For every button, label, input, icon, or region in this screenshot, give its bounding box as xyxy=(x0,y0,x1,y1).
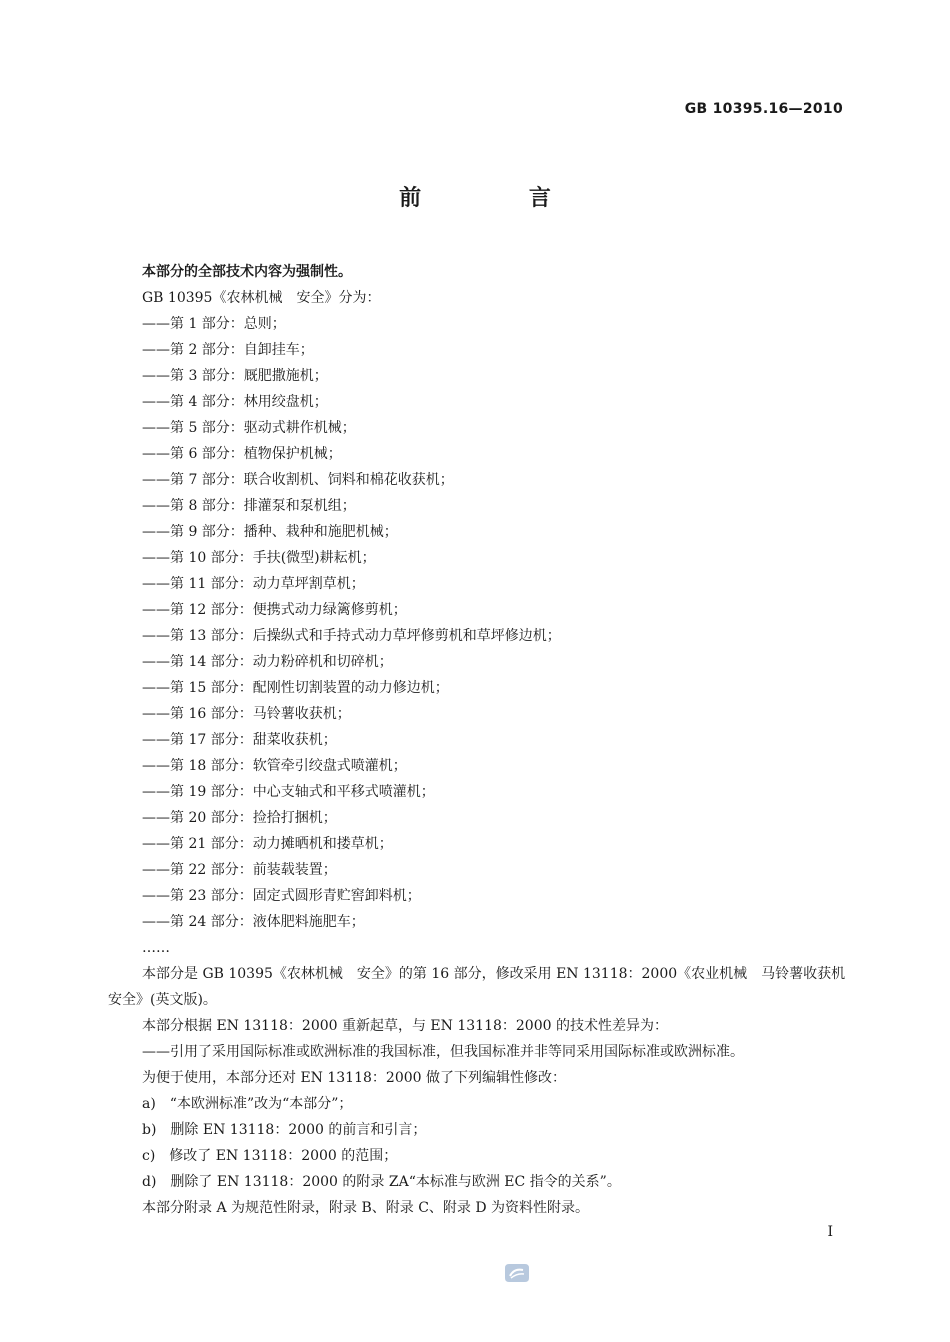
list-item: ——第 12 部分：便携式动力绿篱修剪机； xyxy=(142,602,407,618)
list-item: a) “本欧洲标准”改为“本部分”； xyxy=(142,1096,353,1112)
list-item: ——第 20 部分：捡拾打捆机； xyxy=(142,810,337,826)
list-item: ——第 16 部分：马铃薯收获机； xyxy=(142,706,351,722)
list-item: ——第 7 部分：联合收割机、饲料和棉花收获机； xyxy=(142,472,454,488)
list-item: ——第 17 部分：甜菜收获机； xyxy=(142,732,337,748)
list-item: ——第 2 部分：自卸挂车； xyxy=(142,342,314,358)
parts-list xyxy=(108,311,848,935)
list-item: ——第 4 部分：林用绞盘机； xyxy=(142,394,328,410)
editorial-changes-list xyxy=(108,1091,848,1195)
list-item: ——第 8 部分：排灌泵和泵机组； xyxy=(142,498,356,514)
list-item: ——第 14 部分：动力粉碎机和切碎机； xyxy=(142,654,393,670)
sac-logo-icon xyxy=(503,1262,531,1284)
division-intro: GB 10395《农林机械 安全》分为： xyxy=(142,290,381,306)
list-item: ——第 24 部分：液体肥料施肥车； xyxy=(142,914,365,930)
list-item: ——第 5 部分：驱动式耕作机械； xyxy=(142,420,356,436)
mandatory-statement: 本部分的全部技术内容为强制性。 xyxy=(142,264,352,280)
list-item: c) 修改了 EN 13118：2000 的范围； xyxy=(142,1148,398,1164)
editorial-intro: 为便于使用，本部分还对 EN 13118：2000 做了下列编辑性修改： xyxy=(142,1070,566,1086)
list-item: ——第 10 部分：手扶(微型)耕耘机； xyxy=(142,550,376,566)
annex-note: 本部分附录 A 为规范性附录，附录 B、附录 C、附录 D 为资料性附录。 xyxy=(142,1200,590,1216)
page-number: I xyxy=(827,1224,833,1240)
list-item: d) 删除了 EN 13118：2000 的附录 ZA“本标准与欧洲 EC 指令的关系”。 xyxy=(142,1174,621,1190)
list-item: ——第 13 部分：后操纵式和手持式动力草坪修剪机和草坪修边机； xyxy=(142,628,561,644)
standard-code: GB 10395.16—2010 xyxy=(684,101,843,117)
list-item: ——第 1 部分：总则； xyxy=(142,316,286,332)
technical-difference: ——引用了采用国际标准或欧洲标准的我国标准，但我国标准并非等同采用国际标准或欧洲标准。 xyxy=(142,1044,744,1060)
list-item: ——第 18 部分：软管牵引绞盘式喷灌机； xyxy=(142,758,407,774)
list-item: ——第 23 部分：固定式圆形青贮窖卸料机； xyxy=(142,888,421,904)
list-item: ——第 9 部分：播种、栽种和施肥机械； xyxy=(142,524,398,540)
page-title: 前 言 xyxy=(399,186,601,211)
list-item: ——第 11 部分：动力草坪割草机； xyxy=(142,576,365,592)
drafting-paragraph: 本部分根据 EN 13118：2000 重新起草，与 EN 13118：2000 的技术性差异为： xyxy=(142,1018,668,1034)
ellipsis: …… xyxy=(142,940,170,956)
foreword-body xyxy=(108,259,860,1221)
list-item: b) 删除 EN 13118：2000 的前言和引言； xyxy=(142,1122,427,1138)
list-item: ——第 15 部分：配刚性切割装置的动力修边机； xyxy=(142,680,449,696)
list-item: ——第 19 部分：中心支轴式和平移式喷灌机； xyxy=(142,784,435,800)
list-item: ——第 6 部分：植物保护机械； xyxy=(142,446,342,462)
list-item: ——第 21 部分：动力摊晒机和搂草机； xyxy=(142,836,393,852)
list-item: ——第 22 部分：前装载装置； xyxy=(142,862,337,878)
adoption-paragraph: 本部分是 GB 10395《农林机械 安全》的第 16 部分，修改采用 EN 13118：2000《农业机械 马铃薯收获机 安全》(英文版)。 xyxy=(108,966,860,1008)
list-item: ——第 3 部分：厩肥撒施机； xyxy=(142,368,328,384)
